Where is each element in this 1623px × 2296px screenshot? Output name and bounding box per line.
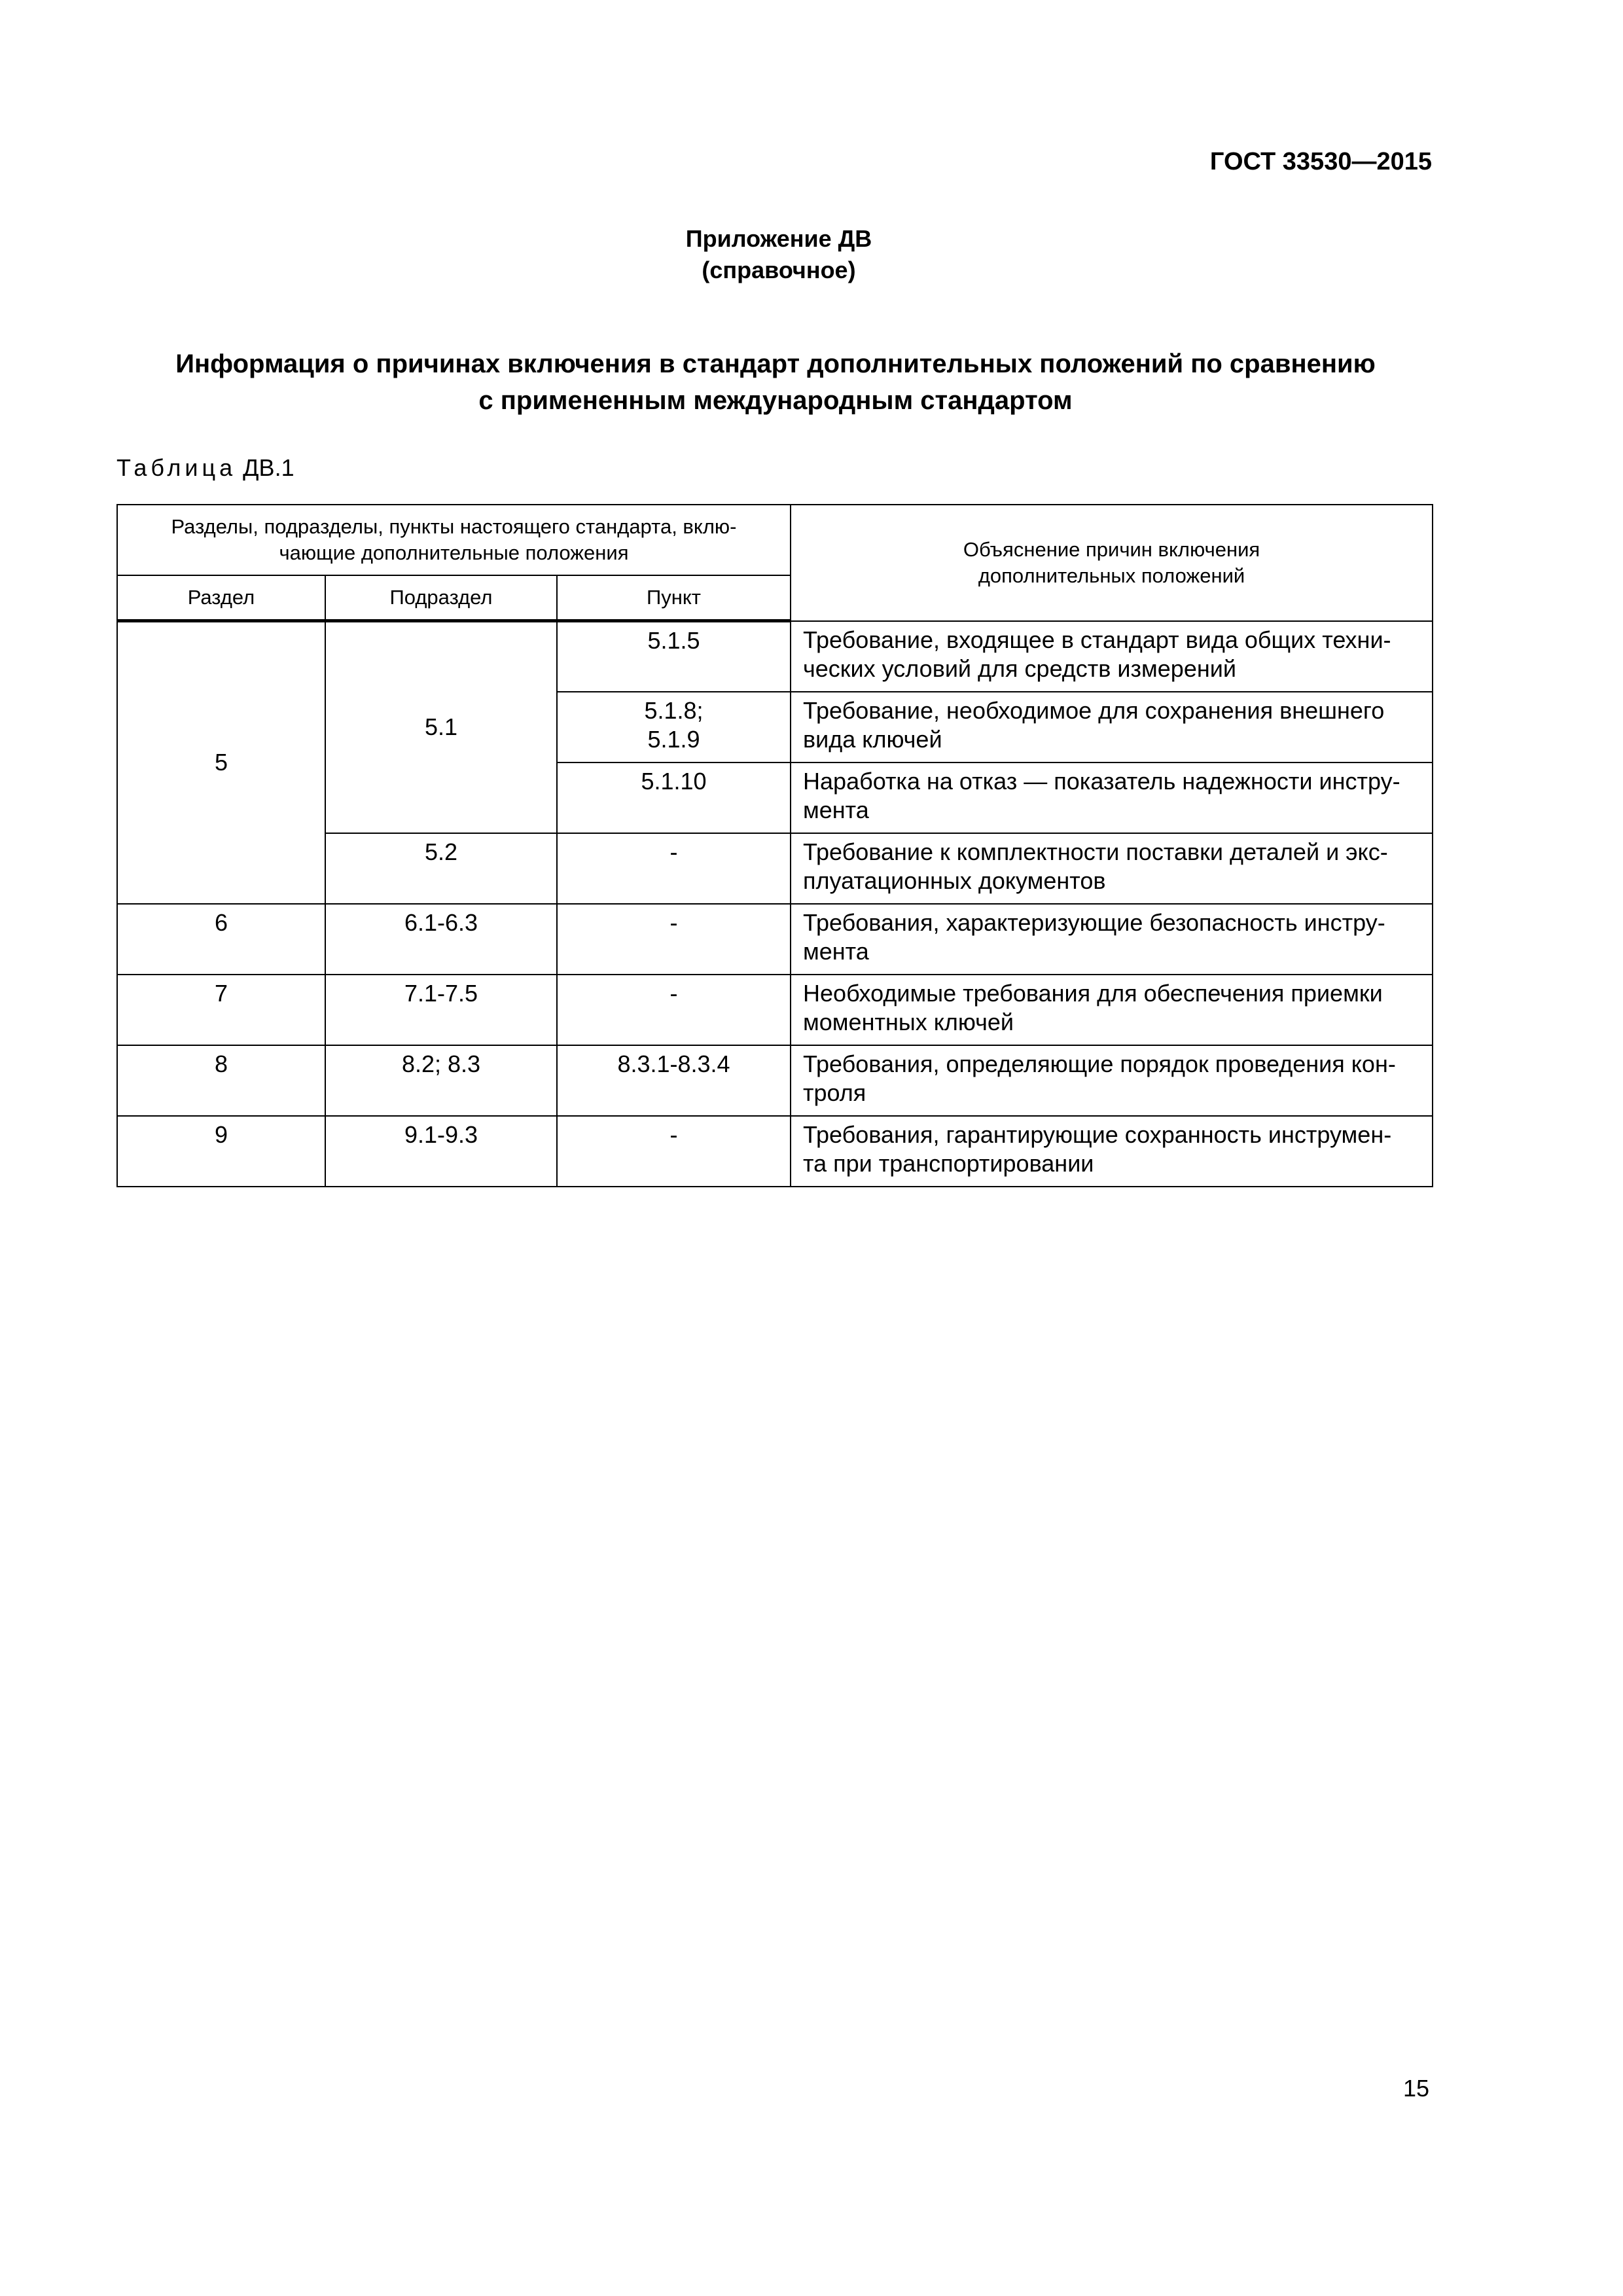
header-explanation-line-1: Объяснение причин включения [963,537,1260,561]
subsection-cell: 5.1 [325,621,557,833]
explanation-line: плуатационных документов [803,867,1106,894]
header-group-cell [117,505,791,575]
clause-cell: 5.1.5 [557,621,791,692]
explanation-line: Необходимые требования для обеспечения приемки [803,979,1383,1007]
explanation-line: троля [803,1079,866,1106]
explanation-line: ческих условий для средств измерений [803,655,1236,682]
appendix-subtitle: (справочное) [702,257,856,283]
subsection-cell: 9.1-9.3 [325,1116,557,1187]
subsection-cell: 5.2 [325,833,557,904]
explanation-line: Требование к комплектности поставки деталей и экс- [803,838,1388,865]
clause-line: 5.1.8; [644,696,704,724]
clause-cell: 5.1.10 [557,762,791,833]
subsection-cell: 7.1-7.5 [325,975,557,1045]
explanation-line: мента [803,796,869,823]
table-row [117,904,1433,975]
clause-cell: - [557,975,791,1045]
header-section: Раздел [117,575,325,621]
explanation-cell [791,762,1433,833]
page-number: 15 [1402,2075,1429,2102]
explanation-cell [791,975,1433,1045]
header-subsection: Подраздел [325,575,557,621]
subsection-cell: 8.2; 8.3 [325,1045,557,1116]
header-explanation-line-2: дополнительных положений [978,564,1245,587]
explanation-cell [791,833,1433,904]
clause-cell: - [557,904,791,975]
section-cell: 5 [117,621,325,904]
section-cell: 7 [117,975,325,1045]
table-row [117,1045,1433,1116]
heading-line-1: Информация о причинах включения в стандарт дополнительных положений по сравнению [175,350,1376,378]
header-clause: Пункт [557,575,791,621]
explanation-cell [791,621,1433,692]
section-cell: 8 [117,1045,325,1116]
additional-provisions-table [116,504,1433,1187]
table-row [117,1116,1433,1187]
explanation-line: вида ключей [803,725,942,753]
appendix-title: Приложение ДВ [685,225,872,252]
table-caption-prefix: Таблица [116,454,237,481]
heading-line-2: с примененным международным стандартом [478,386,1073,415]
section-cell: 6 [117,904,325,975]
explanation-line: моментных ключей [803,1008,1014,1035]
clause-cell: - [557,1116,791,1187]
clause-line: 5.1.9 [647,725,700,753]
explanation-cell [791,692,1433,762]
explanation-line: Требование, необходимое для сохранения внешнего [803,696,1385,724]
explanation-line: Требования, гарантирующие сохранность инструмен- [803,1121,1392,1148]
clause-cell: 8.3.1-8.3.4 [557,1045,791,1116]
header-group-line-1: Разделы, подразделы, пункты настоящего стандарта, вклю- [171,515,737,538]
explanation-cell [791,1045,1433,1116]
table-row [117,621,1433,692]
document-number: ГОСТ 33530—2015 [1209,148,1432,175]
section-cell: 9 [117,1116,325,1187]
clause-cell: - [557,833,791,904]
explanation-cell [791,1116,1433,1187]
explanation-cell [791,904,1433,975]
header-explanation-cell [791,505,1433,621]
subsection-cell: 6.1-6.3 [325,904,557,975]
table-caption-id: ДВ.1 [243,454,294,481]
explanation-line: мента [803,937,869,965]
clause-cell [557,692,791,762]
explanation-line: та при транспортировании [803,1149,1094,1177]
explanation-line: Требования, определяющие порядок проведения кон- [803,1050,1396,1077]
explanation-line: Требование, входящее в стандарт вида общих техни- [803,626,1391,653]
table-row [117,975,1433,1045]
explanation-line: Требования, характеризующие безопасность инстру- [803,908,1385,936]
header-group-line-2: чающие дополнительные положения [279,541,629,564]
explanation-line: Наработка на отказ — показатель надежности инстру- [803,767,1400,795]
main-heading [118,346,1433,419]
table-caption [116,454,294,482]
